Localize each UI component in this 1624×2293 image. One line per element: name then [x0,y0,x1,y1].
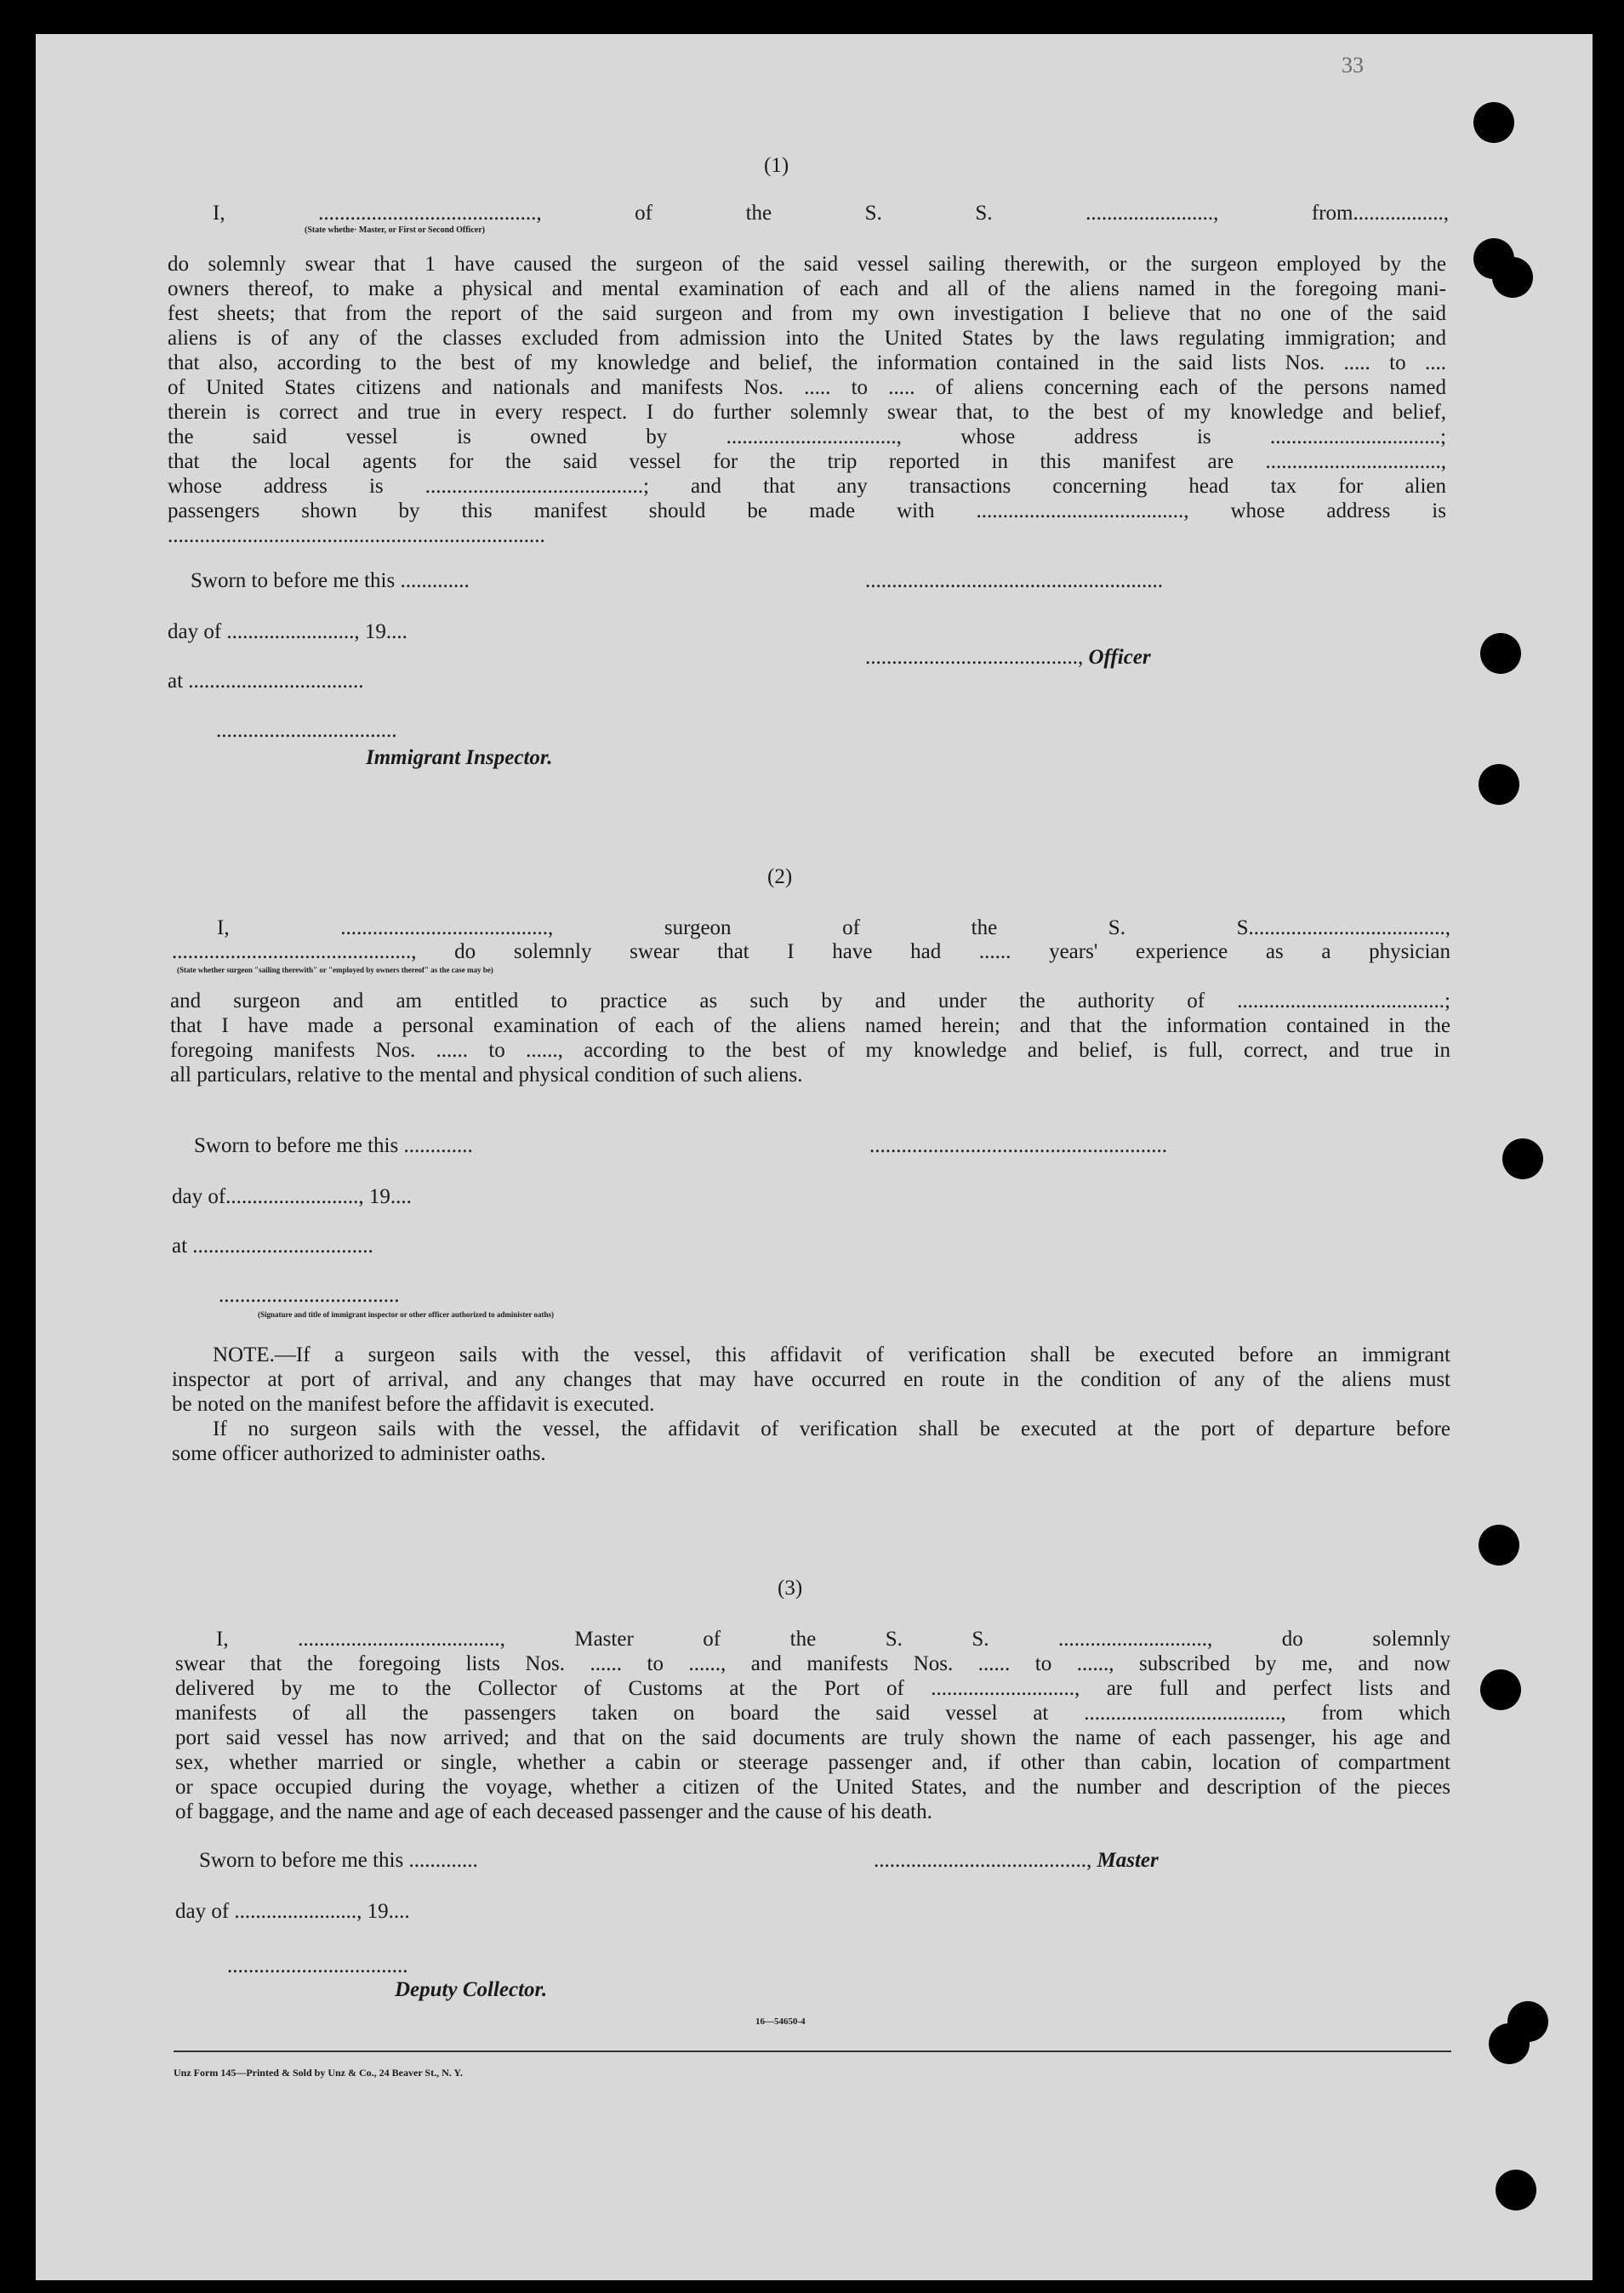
punch-hole [1492,257,1533,298]
section-2-day: day of........................., 19.... [172,1185,412,1208]
section-1-sworn: Sworn to before me this ............. [191,569,470,592]
text-line: delivered by me to the Collector of Customs at the Port of ..........................., are full and perfect lists and [175,1677,1450,1700]
section-1-rank-note: (State whethe· Master, or First or Second Officer) [305,225,485,235]
punch-hole [1496,2170,1536,2210]
text-line: port said vessel has now arrived; and that on the said documents are truly shown the name of each passenger, his age and [175,1726,1450,1749]
section-2-note [172,1343,1450,1466]
printer-imprint: Unz Form 145—Printed & Sold by Unz & Co., 24 Beaver St., N. Y. [174,2067,463,2079]
text-line: of baggage, and the name and age of each deceased passenger and the cause of his death. [175,1800,932,1823]
section-3-deputy-collector: Deputy Collector. [395,1978,548,2001]
punch-hole [1489,2023,1530,2064]
text-line: and surgeon and am entitled to practice as such by and under the authority of .......................................; [170,990,1450,1012]
form-page [36,34,1593,2280]
text-line: owners thereof, to make a physical and mental examination of each and all of the aliens named in the foregoing mani- [168,277,1446,300]
text-line: sex, whether married or single, whether a cabin or steerage passenger and, if other than cabin, location of compartment [175,1751,1450,1774]
text-line: fest sheets; that from the report of the said surgeon and from my own investigation I believe that no one of the said [168,302,1446,325]
section-1-signature-line: .................................. [216,719,397,742]
section-3-day: day of ......................., 19.... [175,1900,410,1923]
text-line: swear that the foregoing lists Nos. ...... to ......, and manifests Nos. ...... to ......, subscribed by me, and now [175,1652,1450,1675]
text-line: passengers shown by this manifest should be made with ......................................., whose address is [168,499,1446,522]
section-1-number: (1) [764,154,789,177]
form-code: 16—54650-4 [755,2016,806,2027]
text-line: NOTE.—If a surgeon sails with the vessel, this affidavit of verification shall be executed before an immigrant [213,1343,1450,1366]
section-2-number: (2) [767,865,793,888]
section-1-at: at ................................. [168,670,364,693]
text-line: or space occupied during the voyage, whether a citizen of the United States, and the number and description of the pieces [175,1776,1450,1799]
text-line: I, ......................................, Master of the S. S. ............................, do solemnly [216,1628,1450,1651]
section-2-paragraph [170,989,1450,1087]
text-line: that the local agents for the said vessel for the trip reported in this manifest are ................................., [168,450,1446,473]
corner-page-mark: 33 [1342,53,1364,77]
section-3-master-dots: ........................................, Master [874,1849,1159,1872]
text-line: all particulars, relative to the mental and physical condition of such aliens. [170,1064,803,1087]
section-2-signature-line: .................................. [219,1284,400,1307]
text-line: aliens is of any of the classes excluded from admission into the United States by the laws regulating immigration; and [168,327,1446,350]
text-line: do solemnly swear that 1 have caused the surgeon of the said vessel sailing therewith, or the surgeon employed by the [168,253,1446,276]
text-line: that I have made a personal examination of each of the aliens named herein; and that the information contained in the [170,1014,1450,1037]
section-1-first-line: I, ........................................., of the S. S. ........................, from................., [213,202,1449,225]
text-line: of United States citizens and nationals and manifests Nos. ..... to ..... of aliens concerning each of the persons named [168,376,1446,399]
text-line: that also, according to the best of my knowledge and belief, the information contained in the said lists Nos. ..... to .... [168,351,1446,374]
section-1-paragraph [168,252,1446,548]
section-1-day: day of ........................, 19.... [168,620,407,643]
master-label: Master [1097,1849,1159,1872]
section-2-right-signature-dots: ........................................................ [869,1134,1167,1157]
section-2-surgeon-note: (State whether surgeon "sailing therewith" or "employed by owners thereof" as the case may be) [177,966,493,974]
text-line: ....................................................................... [168,524,545,547]
punch-hole [1502,1138,1543,1179]
section-2-line-2: ............................................., do solemnly swear that I have had ...... years' experience as a physician [172,940,1450,963]
section-1-immigrant-inspector: Immigrant Inspector. [366,746,553,769]
section-3-number: (3) [778,1577,803,1600]
section-3-signature-line: .................................. [227,1954,408,1977]
section-2-sworn: Sworn to before me this ............. [194,1134,473,1157]
text-line: manifests of all the passengers taken on board the said vessel at ....................................., from which [175,1702,1450,1725]
text-line: some officer authorized to administer oaths. [172,1442,546,1465]
punch-hole [1473,102,1514,143]
text-line: whose address is .........................................; and that any transactions concerning head tax for alien [168,475,1446,498]
text-line: the said vessel is owned by ................................, whose address is ................................; [168,425,1446,448]
footer-rule [174,2051,1451,2052]
punch-hole [1479,1525,1519,1566]
section-1-officer-dots: ........................................, Officer [865,646,1151,669]
officer-label: Officer [1088,646,1151,669]
punch-hole [1480,1669,1521,1710]
text-line: inspector at port of arrival, and any changes that may have occurred en route in the condition of any of the aliens must [172,1368,1450,1391]
section-3-paragraph [175,1627,1450,1824]
section-2-line-1: I, ......................................., surgeon of the S. S....................................., [217,916,1450,939]
section-2-signature-note: (Signature and title of immigrant inspector or other officer authorized to administer oaths) [258,1310,554,1319]
text-line: If no surgeon sails with the vessel, the affidavit of verification shall be executed at the port of departure before [213,1417,1450,1440]
section-2-at: at .................................. [172,1235,373,1258]
punch-hole [1480,633,1521,674]
text-line: foregoing manifests Nos. ...... to ......, according to the best of my knowledge and belief, is full, correct, and true in [170,1039,1450,1062]
section-1-officer-signature-dots: ........................................................ [865,569,1163,592]
section-3-sworn: Sworn to before me this ............. [199,1849,478,1872]
punch-hole [1479,764,1519,805]
text-line: therein is correct and true in every respect. I do further solemnly swear that, to the best of my knowledge and belief, [168,401,1446,424]
text-line: be noted on the manifest before the affidavit is executed. [172,1393,655,1416]
